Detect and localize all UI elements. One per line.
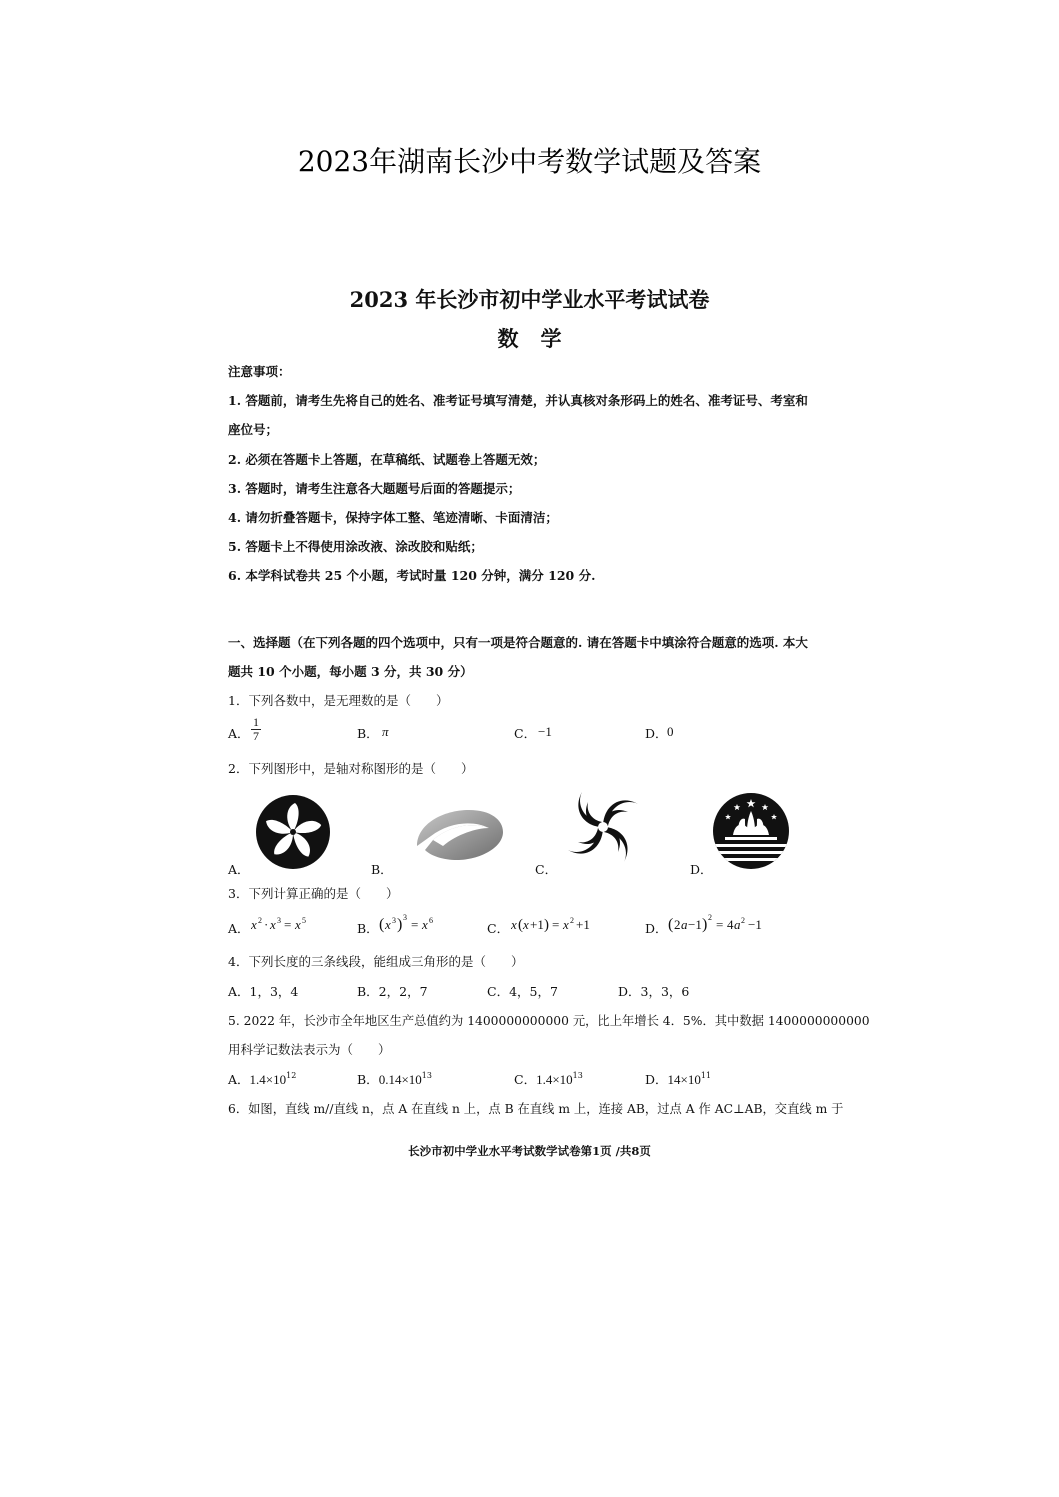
svg-text:3: 3 <box>403 913 407 922</box>
q3-option-a-label: A． <box>228 921 250 936</box>
exam-title: 2023 年长沙市初中学业水平考试试卷 <box>349 287 710 312</box>
q5-option-a <box>228 1070 296 1088</box>
svg-text:(: ( <box>518 917 523 933</box>
svg-text:2: 2 <box>258 916 262 925</box>
q1-option-b-value: π <box>382 724 389 739</box>
svg-text:x: x <box>295 917 301 932</box>
q3-option-d-formula <box>668 911 768 935</box>
svg-text:): ) <box>397 916 403 933</box>
svg-text:2: 2 <box>570 916 574 925</box>
notice-item: 5. 答题卡上不得使用涂改液、涂改胶和贴纸； <box>228 539 483 554</box>
question-1-stem: 1．下列各数中，是无理数的是（ ） <box>228 693 449 708</box>
svg-text:6: 6 <box>429 916 433 925</box>
svg-text:x: x <box>563 917 569 932</box>
sci-notation-exponent: 12 <box>286 1071 297 1080</box>
notice-item: 3. 答题时，请考生注意各大题题号后面的答题提示； <box>228 481 521 496</box>
svg-text:a: a <box>681 917 688 932</box>
question-5-stem-cont: 用科学记数法表示为（ ） <box>228 1042 391 1057</box>
option-label: D． <box>645 1072 668 1087</box>
svg-text:·: · <box>264 917 269 932</box>
svg-text:−1: −1 <box>688 917 702 932</box>
q2-option-c-label: C． <box>535 862 558 877</box>
svg-text:4: 4 <box>727 917 734 932</box>
q5-option-b <box>357 1070 432 1088</box>
option-label: C． <box>514 1072 537 1087</box>
svg-text:=: = <box>552 917 560 932</box>
q1-option-a-label: A． <box>228 726 250 741</box>
notice-item: 2. 必须在答题卡上答题，在草稿纸、试题卷上答题无效； <box>228 452 546 467</box>
svg-text:+1: +1 <box>576 917 590 932</box>
crescent-logo-figure <box>413 806 505 862</box>
sci-notation-exponent: 11 <box>700 1071 712 1080</box>
svg-text:2: 2 <box>708 913 712 922</box>
svg-text:3: 3 <box>392 916 396 925</box>
svg-text:x: x <box>422 917 428 932</box>
bauhinia-emblem-figure <box>255 794 331 870</box>
notice-heading: 注意事项： <box>228 364 291 379</box>
notice-item: 1. 答题前，请考生先将自己的姓名、准考证号填写清楚，并认真核对条形码上的姓名、准考证号、考室和 <box>228 393 808 408</box>
svg-text:5: 5 <box>302 916 306 925</box>
notice-item: 6. 本学科试卷共 25 个小题，考试时量 120 分钟，满分 120 分. <box>228 568 596 583</box>
notice-item: 座位号； <box>228 422 279 437</box>
svg-text:x: x <box>511 917 517 932</box>
sci-notation-exponent: 13 <box>572 1071 583 1080</box>
q5-option-d <box>645 1070 711 1088</box>
section-heading: 一、选择题（在下列各题的四个选项中，只有一项是符合题意的. 请在答题卡中填涂符合题意的选项. 本大 <box>228 635 808 650</box>
svg-text:x: x <box>251 917 257 932</box>
svg-text:x: x <box>270 917 276 932</box>
sci-notation-base: 0.14×10 <box>378 1072 422 1087</box>
svg-text:(: ( <box>379 916 385 933</box>
q4-option-d: D．3，3，6 <box>618 984 690 999</box>
q2-option-b-label: B． <box>371 862 393 877</box>
svg-text:a: a <box>734 917 741 932</box>
option-label: B． <box>357 1072 379 1087</box>
page-footer: 长沙市初中学业水平考试数学试卷第1页 /共8页 <box>408 1144 651 1158</box>
fraction-denominator: 7 <box>253 729 259 743</box>
svg-text:2: 2 <box>674 917 681 932</box>
question-4-stem: 4．下列长度的三条线段，能组成三角形的是（ ） <box>228 954 524 969</box>
q1-option-d-label: D． <box>645 726 668 741</box>
svg-text:=: = <box>716 917 724 932</box>
q1-option-d-value: 0 <box>667 724 674 739</box>
q1-option-a-fraction <box>251 716 261 743</box>
q1-option-c-value: −1 <box>538 724 552 739</box>
swirl-logo-figure <box>562 786 644 868</box>
svg-text:): ) <box>544 917 549 933</box>
q3-option-a-formula <box>251 913 313 935</box>
q4-option-a: A．1，3，4 <box>228 984 299 999</box>
sci-notation-exponent: 13 <box>421 1071 432 1080</box>
q2-option-d-label: D． <box>690 862 713 877</box>
svg-text:): ) <box>702 916 708 933</box>
subject-title: 数学 <box>497 326 584 351</box>
q1-option-c-label: C． <box>514 726 537 741</box>
question-2-stem: 2．下列图形中，是轴对称图形的是（ ） <box>228 761 474 776</box>
q3-option-b-formula <box>379 911 441 935</box>
q3-option-b-label: B． <box>357 921 379 936</box>
sci-notation-base: 14×10 <box>667 1072 701 1087</box>
question-3-stem: 3．下列计算正确的是（ ） <box>228 886 399 901</box>
lotus-emblem-figure <box>711 791 791 871</box>
svg-text:+1: +1 <box>530 917 544 932</box>
q3-option-c-label: C． <box>487 921 510 936</box>
svg-text:2: 2 <box>741 916 745 925</box>
q4-option-c: C．4，5，7 <box>487 984 558 999</box>
svg-text:x: x <box>523 917 529 932</box>
q3-option-c-formula <box>511 911 601 935</box>
svg-text:3: 3 <box>277 916 281 925</box>
svg-text:=: = <box>284 917 292 932</box>
question-5-stem: 5. 2022 年，长沙市全年地区生产总值约为 1400000000000 元，比上年增长 4．5%．其中数据 1400000000000 <box>228 1014 870 1028</box>
fraction-numerator: 1 <box>253 715 259 729</box>
notice-item: 4. 请勿折叠答题卡，保持字体工整、笔迹清晰、卡面清洁； <box>228 510 558 525</box>
q3-option-d-label: D． <box>645 921 668 936</box>
question-6-stem: 6．如图，直线 m//直线 n，点 A 在直线 n 上，点 B 在直线 m 上，连接 AB，过点 A 作 AC⊥AB，交直线 m 于 <box>228 1102 844 1116</box>
document-title: 2023年湖南长沙中考数学试题及答案 <box>297 145 762 178</box>
option-label: A． <box>228 1072 250 1087</box>
section-heading-cont: 题共 10 个小题，每小题 3 分，共 30 分） <box>228 664 473 679</box>
q4-option-b: B．2，2，7 <box>357 984 428 999</box>
q1-option-b-label: B． <box>357 726 379 741</box>
svg-text:=: = <box>411 917 419 932</box>
sci-notation-base: 1.4×10 <box>249 1072 287 1087</box>
q5-option-c <box>514 1070 583 1088</box>
sci-notation-base: 1.4×10 <box>536 1072 573 1087</box>
svg-text:x: x <box>385 917 391 932</box>
svg-text:(: ( <box>668 916 674 933</box>
q2-option-a-label: A． <box>228 862 250 877</box>
svg-text:−1: −1 <box>748 917 762 932</box>
